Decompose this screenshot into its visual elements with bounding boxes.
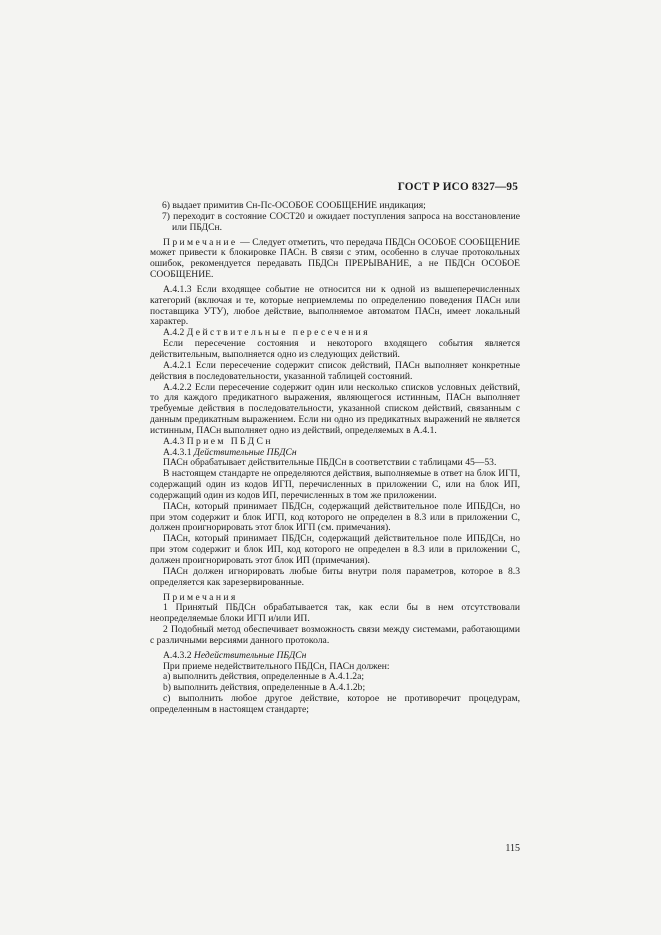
- paragraph: ПАСн, который принимает ПБДСн, содержащий действительное поле ИПБДСн, но при этом содержит и блок ИГП, код которого не определен в 8.3 или в приложении С, должен проигнорировать этот блок ИГП (см. примечания).: [150, 500, 520, 534]
- list-item-b: b) выполнить действия, определенные в А.4.1.2b;: [163, 682, 366, 694]
- section-title: Действительные пересечения: [186, 327, 370, 339]
- document-header: ГОСТ Р ИСО 8327—95: [397, 181, 518, 193]
- list-item-7: 7) переходит в состояние СОСТ20 и ожидает поступления запроса на восстановление или ПБДСн.: [162, 210, 520, 233]
- section-a-4-2-1: А.4.2.1 Если пересечение содержит список действий, ПАСн выполняет конкретные действия в последовательности, указанной таблицей состояний.: [150, 359, 520, 382]
- section-number: А.4.3.2: [163, 649, 194, 661]
- section-title: Прием ПБДСн: [186, 435, 273, 447]
- note-item-2: 2 Подобный метод обеспечивает возможность связи между системами, работающими с различными версиями данного протокола.: [150, 624, 520, 646]
- page-content: [150, 201, 520, 716]
- section-title: Недействительные ПБДСн: [193, 649, 307, 661]
- list-item-c: с) выполнить любое другое действие, которое не противоречит процедурам, определенным в настоящем стандарте;: [150, 693, 520, 715]
- note-label: Примечание: [163, 236, 238, 248]
- paragraph: ПАСн, который принимает ПБДСн, содержащий действительное поле ИПБДСн, но при этом содержит и блок ИП, код которого не определен в 8.3 или в приложении С, должен проигнорировать этот блок ИП (примечания).: [150, 533, 520, 566]
- section-a-4-1-3: А.4.1.3 Если входящее событие не относится ни к одной из вышеперечисленных категорий (включая и те, которые неприемлемы по определению поведения ПАСн или поставщика УТУ), любое действие, выполняемое автоматом ПАСн, имеет локальный характер.: [150, 283, 520, 328]
- note-item-1: 1 Принятый ПБДСн обрабатывается так, как если бы в нем отсутствовали неопределяемые блоки ИГП и/или ИП.: [150, 602, 520, 625]
- page-number: 115: [505, 843, 520, 854]
- paragraph: В настоящем стандарте не определяются действия, выполняемые в ответ на блок ИГП, содержащий один из кодов ИГП, перечисленных в приложении С, или на блок ИП, содержащий один из кодов ИП, перечисленных в том же приложении.: [150, 468, 520, 501]
- paragraph: При приеме недействительного ПБДСн, ПАСн должен:: [163, 660, 390, 672]
- section-a-4-3-2-heading: [150, 651, 520, 662]
- section-number: А.4.3: [163, 435, 187, 447]
- list-item-a: а) выполнить действия, определенные в А.4.1.2а;: [163, 671, 365, 683]
- notes-label: Примечания: [163, 591, 238, 603]
- section-a-4-2-text: Если пересечение состояния и некоторого входящего события является действительным, выполняется одно из следующих действий.: [150, 338, 520, 360]
- note-paragraph: [150, 238, 520, 281]
- list-item-6: 6) выдает примитив Сн-Пс-ОСОБОЕ СООБЩЕНИЕ индикация;: [162, 200, 426, 211]
- section-number: А.4.2: [163, 327, 187, 339]
- section-title: Действительные ПБДСн: [193, 446, 297, 458]
- section-a-4-2-2: А.4.2.2 Если пересечение содержит один или несколько списков условных действий, то для каждого предикатного выражения, являющегося истинным, ПАСн выполняет требуемые действия в последовательности, указанной списком действий, связанным с данным предикатным выражением. Если ни одно из предикатных выражений не является истинным, ПАСн выполняет одно из действий, определяемых в А.4.1.: [150, 381, 520, 436]
- paragraph: ПАСн должен игнорировать любые биты внутри поля параметров, которое в 8.3 определяется как зарезервированные.: [150, 565, 520, 588]
- paragraph: ПАСн обрабатывает действительные ПБДСн в соответствии с таблицами 45—53.: [163, 457, 497, 469]
- note-text: — Следует отметить, что передача ПБДСн ОСОБОЕ СООБЩЕНИЕ может привести к блокировке ПАСн. В связи с этим, особенно в случае протокольных ошибок, рекомендуется передавать ПБДСн ПРЕРЫВАНИЕ, а не ПБДСн ОСОБОЕ СООБЩЕНИЕ.: [150, 236, 520, 281]
- section-number: А.4.3.1: [163, 446, 194, 458]
